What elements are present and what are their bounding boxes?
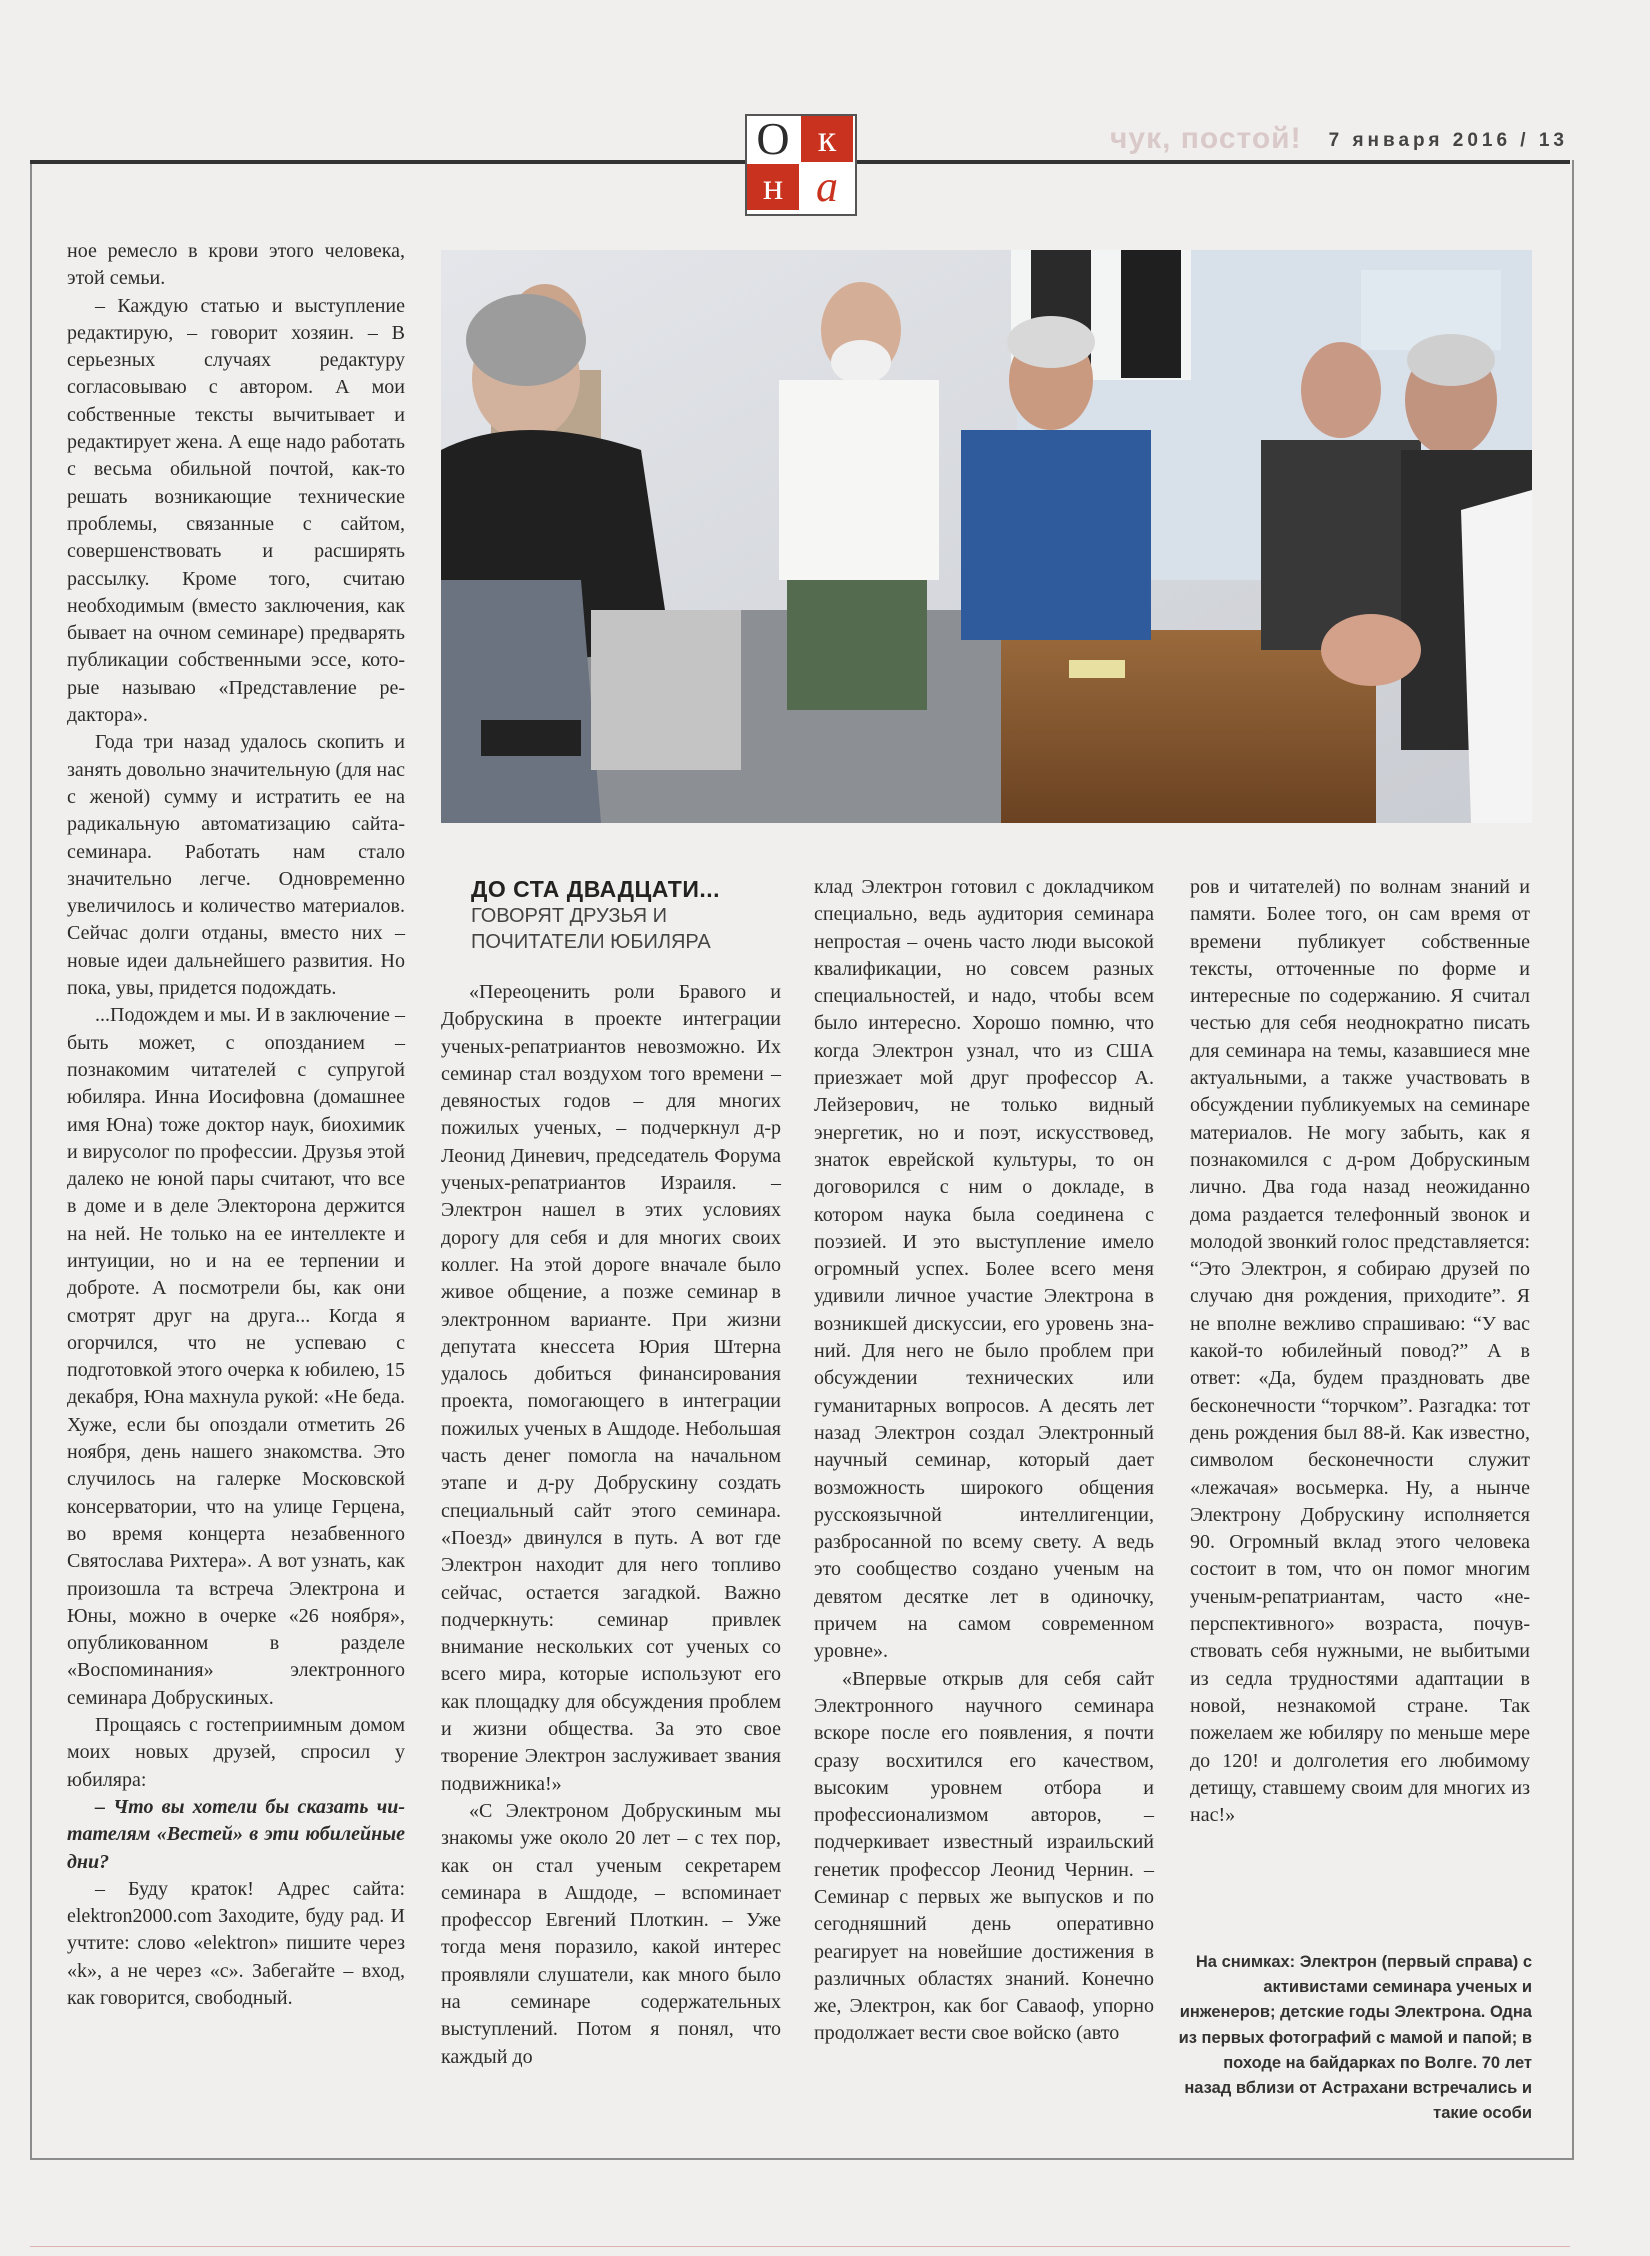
photo-caption: На снимках: Электрон (первый справа) с активистами семинара ученых и инженеров; детские годы Электрона. Одна из первых фотографий с мамой и папой; в походе на байдарках по Волге. 70 лет назад вблизи от Астрахани встречались и такие особи <box>1178 1953 1532 2123</box>
article-paragraph: «С Электроном Добрускиным мы знакомы уже около 20 лет – с тех пор, как он стал ученым секретарем семинара в Ашдоде, – вспоминает профессор Евгений Плоткин. – Уже тогда меня поразило, какой интерес проявляли слушатели, как много было на семинаре содержательных выступлений. Потом я понял, что каждый до <box>441 1799 781 2068</box>
logo-letter: к <box>801 116 853 162</box>
headline-title: ДО СТА ДВАДЦАТИ... <box>471 876 721 902</box>
section-headline <box>471 876 791 955</box>
article-paragraph: ное ремесло в крови этого человека, этой семьи. <box>67 240 405 290</box>
article-paragraph: – Каждую статью и выступление редактирую, – говорит хозяин. – В серьезных случаях редактуру согласовываю с автором. А мои собственные тексты вычитывает и редактирует жена. А еще надо работать с весьма обильной почтой, как-то решать возникающие технические проблемы, связанные с сайтом, совершенствовать и расширять рассылку. Кроме того, считаю необходимым (вместо заключения, как бывает на очном семинаре) предварять публикации собственными эссе, которые называю «Представление редактора». <box>67 294 405 727</box>
seminar-group-photo <box>441 250 1532 823</box>
logo-letter: а <box>816 162 838 211</box>
article-paragraph: – Буду краток! Адрес сайта: elektron2000.com Заходите, буду рад. И учтите: слово «elektron» пишите через «k», а не через «c». Забегайте – вход, как говорится, свободный. <box>67 1877 405 2009</box>
article-paragraph: «Переоценить роли Бравого и Добрускина в проекте интеграции ученых-репатриантов невозможно. Их семинар стал воздухом того времени – девяностых годов – для многих пожилых ученых, – подчеркнул д-р Леонид Диневич, председатель Форума ученых-репатриантов Израиля. – Электрон нашел в этих условиях дорогу для себя и для многих своих коллег. На этой дороге вначале было живое общение, а позже семинар в электронном варианте. При жизни депутата кнессета Юрия Штерна удалось добиться финансирования проекта, помогающего в интеграции пожилых ученых в Ашдоде. Небольшая часть денег помогла на начальном этапе и д-ру Добрускину создать специальный сайт этого семинара. «Поезд» двинулся в путь. А вот где Электрон находит для него топливо сейчас, остается загадкой. Важно подчеркнуть: семинар привлек внимание нескольких сот ученых со всего мира, которые используют его как площадку для обсуждения проблем и жизни общества. За это свое творение Электрон заслуживает звания подвижника!» <box>441 981 781 1795</box>
bleed-through-headline: чук, постой! <box>1110 122 1302 155</box>
headline-subtitle: ГОВОРЯТ ДРУЗЬЯ И ПОЧИТАТЕЛИ ЮБИЛЯРА <box>471 905 711 953</box>
article-column-1 <box>67 238 405 2012</box>
article-paragraph: Года три назад удалось скопить и занять довольно значительную (для нас с женой) сумму и истратить ее на радикальную автоматизацию сайта-семинара. Работать нам стало значительно легче. Одновременно увеличилось и количество материалов. Сейчас долги отданы, вместо них – новые идеи дальнейшего развития. Но пока, увы, придется подождать. <box>67 731 405 1000</box>
logo-letter: О <box>756 113 790 164</box>
page-bottom-rule <box>30 2246 1570 2247</box>
article-paragraph: – Что вы хотели бы сказать читателям «Вестей» в эти юбилейные дни? <box>67 1795 405 1873</box>
article-column-4 <box>1190 874 1530 1829</box>
header-rule-right <box>853 160 1570 164</box>
article-column-2 <box>441 979 781 2071</box>
article-paragraph: клад Электрон готовил с докладчиком специально, ведь аудитория семинара непростая – очень часто люди высокой квалификации, но совсем разных специальностей, и надо, чтобы всем было интересно. Хорошо помню, что когда Электрон узнал, что из США приезжает мой друг профессор А. Лейзерович, не только видный энергетик, но и поэт, искусствовед, знаток еврейской культуры, то он договорился с ним о докладе, в котором наука была соединена с поэзией. И это выступление имело огромный успех. Более всего меня удивили личное участие Электрона в возникшей дискуссии, его уровень знаний. Для него не было проблем при обсуждении технических или гуманитарных вопросов. А десять лет назад Электрон создал Электронный научный семинар, который дает возможность широкого общения русскоязычной интеллигенции, разбросанной по всему свету. А ведь это сообщество создано ученым на девятом десятке лет в одиночку, причем на самом современном уровне». <box>814 876 1154 1663</box>
article-column-3 <box>814 874 1154 2048</box>
date-page-number: 7 января 2016 / 13 <box>1328 130 1568 151</box>
article-paragraph: ...Подождем и мы. И в заключение – быть может, с опозданием – познакомим читателей с супругой юбиляра. Инна Иосифовна (домашнее имя Юна) тоже доктор наук, биохимик и вирусолог по профессии. Друзья этой далеко не юной пары считают, что все в доме и в деле Электорона держится на ней. Не только на ее интеллекте и интуиции, но и на ее терпении и доброте. А посмотрели бы, как они смотрят друг на друга... Когда я огорчился, что не успеваю с подготовкой этого очерка к юбилею, 15 декабря, Юна махнула рукой: «Не беда. Хуже, если бы опоздали отметить 26 ноября, день нашего знакомства. Это случилось на галерке Московской консерватории, что на улице Герцена, во время концерта незабвенного Святослава Рихтера». А вот узнать, как произошла та встреча Электрона и Юны, можно в очерке «26 ноября», опубликованном в разделе «Воспоминания» электронного семинара Добрускиных. <box>67 1004 405 1709</box>
article-paragraph: «Впервые открыв для себя сайт Электронного научного семинара вскоре после его появления, я почти сразу восхитился его качеством, высоким уровнем отбора и профессионализмом авторов, – подчеркивает известный израильский генетик профессор Леонид Чернин. – Семинар с первых же выпусков и по сегодняшний день оперативно реагирует на новейшие достижения в различных областях знаний. Конечно же, Электрон, как бог Саваоф, упорно продолжает вести свое войско (авто <box>814 1667 1154 2045</box>
logo-letter: н <box>747 164 799 210</box>
article-paragraph: ров и читателей) по волнам знаний и памяти. Более того, он сам время от времени публикует собственные тексты, отточенные по форме и интересные по содержанию. Я считал честью для себя неоднократно писать для семинара на темы, казавшиеся мне актуальными, а также участвовать в обсуждении публикуемых на семинаре материалов. Не могу забыть, как я познакомился с д-ром Добрускиным лично. Два года назад неожиданно дома раздается телефонный звонок и молодой звонкий голос представляется: “Это Электрон, я собираю друзей по случаю дня рождения, приходите”. Я не вполне вежливо спрашиваю: “У вас какой-то юбилейный повод?” А в ответ: «Да, будем праздновать две бесконечности “торчком”. Разгадка: тот день рождения был 88-й. Как известно, символом бесконечности служит «лежачая» восьмерка. Ну, а нынче Электрону Добрускину исполняется 90. Огромный вклад этого человека состоит в том, что он помог многим ученым-репатриантам, часто «неперспективного» возраста, почувствовать себя нужными, не выбитыми из седла трудностями адаптации в новой, незнакомой стране. Так пожелаем же юбиляру по меньше мере до 120! и долголетия его любимому детищу, ставшему своим для многих из нас!» <box>1190 876 1530 1827</box>
okna-logo <box>745 114 857 216</box>
header-rule-left <box>30 160 745 164</box>
article-paragraph: Прощаясь с гостеприимным домом моих новых друзей, спросил у юбиляра: <box>67 1714 405 1791</box>
